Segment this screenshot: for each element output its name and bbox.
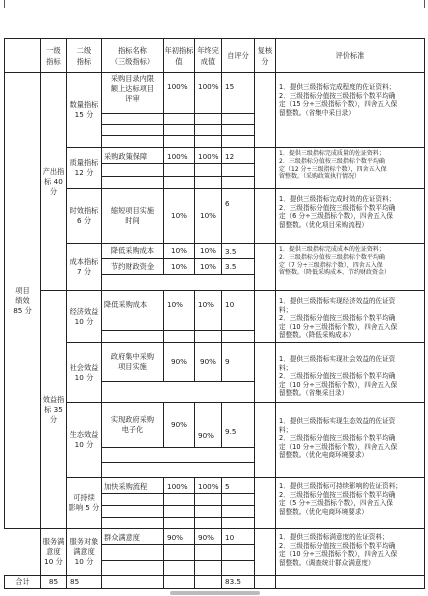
row5-criteria: 1．提供三级指标实现经济效益的佐证资 料； 2．三级指标分值按三级指标个数平均确 定（10 分÷三级指标个数），四舍五入保 留整数。（降低采购成本） <box>275 290 425 343</box>
row9-indicator-name: 群众满意度 <box>101 528 164 576</box>
total-level2: 85 <box>66 575 102 589</box>
row4b-self-score: 3.5 <box>221 258 255 275</box>
row6-actual: 90% <box>194 342 222 382</box>
row9-criteria: 1．提供三级指标满意度的佐证资料； 2．三级指标分值按三级指标个数平均确 定（10 分÷三级指标个数），四舍五入保 留整数。（调查统计群众满意度） <box>275 528 425 576</box>
row1-review-score <box>254 72 276 148</box>
corner-mark-left <box>4 0 5 8</box>
row1-actual: 100% <box>194 72 222 148</box>
row8-indicator-name: 加快采购流程 <box>101 477 164 529</box>
row6-initial: 90% <box>163 342 195 382</box>
row4a-indicator-name: 降低采购成本 <box>101 243 164 259</box>
row1-initial: 100% <box>163 72 195 148</box>
row5-review-score <box>254 290 276 343</box>
total-self-score: 83.5 <box>221 575 255 589</box>
row6-self-score: 9 <box>221 342 255 382</box>
header-blank <box>4 38 41 73</box>
row4b-actual: 10% <box>194 258 222 275</box>
header-criteria: 评价标准 <box>275 38 425 73</box>
row2-indicator-name: 采购政策保障 <box>101 147 164 189</box>
level1-output: 产出指 标 40 分 <box>40 72 67 291</box>
total-label: 合计 <box>4 575 41 589</box>
row4-blank <box>101 274 255 291</box>
row4b-initial: 10% <box>163 258 195 275</box>
row6-review-score <box>254 342 276 403</box>
total-blank-name <box>101 575 164 589</box>
row2-self-score: 12 <box>221 147 255 189</box>
row7-actual: 90% <box>194 402 222 448</box>
total-blank-criteria <box>275 575 425 589</box>
total-blank-init <box>163 575 195 589</box>
row4a-self-score: 3.5 <box>221 243 255 259</box>
level1-satisfaction: 服务满 意度 10 分 <box>40 528 67 576</box>
row8-criteria: 1．提供三级指标可持续影响的佐证资料； 2．三级指标分值按三级指标个数平均确 定（5 分÷三级指标个数），四舍五入保 留整数。（优化电商环境要求） <box>275 477 425 529</box>
row7-review-score <box>254 402 276 478</box>
level2-sustainable: 可持续 影响 5 分 <box>66 477 102 529</box>
row1-subline <box>101 113 255 114</box>
level2-quantity: 数量指标 15 分 <box>66 72 102 148</box>
row4b-indicator-name: 节约财政资金 <box>101 258 164 275</box>
row8-self-score: 5 <box>221 477 255 529</box>
row4-criteria: 1．提供三级指标完成成本的佐证资料； 2．三级指标分值按三级指标个数平均确 定（7 分÷三级指标个数），四舍五入保 留整数。（降低采购成本、节约财政资金） <box>275 243 425 291</box>
level2-quality: 质量指标 12 分 <box>66 147 102 189</box>
row3-indicator-name: 缩短项目实施 时间 <box>101 188 164 244</box>
header-initial-value: 年初指标 值 <box>163 38 195 73</box>
row1-criteria: 1．提供三级指标完成程度的佐证资料； 2．三级指标分值按三级指标个数平均确 定（15 分÷三级指标个数），四舍五入保 留整数。（省集中采目录） <box>275 72 425 148</box>
level2-economic: 经济效益 10 分 <box>66 290 102 343</box>
row8-review-score <box>254 477 276 529</box>
row7-initial: 90% <box>163 402 195 448</box>
row9-review-score <box>254 528 276 576</box>
corner-mark-right <box>424 0 425 8</box>
row2-criteria: 1．提供三级指标完成质量的佐证资料； 2．三级指标分值按三级指标个数平均确 定（12 分÷三级指标个数），四舍五入保 留整数。（采购政策执行情况） <box>275 147 425 189</box>
row9-subline <box>101 544 255 545</box>
row3-self-score: 6 <box>221 188 255 244</box>
header-level2: 二级 指标 <box>66 38 102 73</box>
row3-initial: 10% <box>163 188 195 244</box>
row2-actual: 100% <box>194 147 222 189</box>
row6-blank <box>101 381 255 403</box>
row2-subline <box>101 163 255 164</box>
row1-indicator-name: 采购目录内限 额上达标项目 评审 <box>101 72 164 148</box>
total-level1: 85 <box>40 575 67 589</box>
row5-initial: 10% <box>163 290 195 343</box>
row2-initial: 100% <box>163 147 195 189</box>
header-review-score: 复核 分 <box>254 38 276 73</box>
level2-social: 社会效益 10 分 <box>66 342 102 403</box>
header-actual-value: 年终完 成值 <box>194 38 222 73</box>
row1-subline <box>101 124 255 125</box>
row8-subline <box>101 517 255 518</box>
row1-subline <box>101 135 255 136</box>
level1-benefit: 效益指 标 35 分 <box>40 290 67 529</box>
row2-subline <box>101 176 255 177</box>
level2-service-satisfaction: 服务对象 满意度 10 分 <box>66 528 102 576</box>
row9-subline <box>101 560 255 561</box>
row8-initial: 100% <box>163 477 195 529</box>
row5-subline <box>101 330 255 331</box>
row5-self-score: 10 <box>221 290 255 343</box>
total-blank-actual <box>194 575 222 589</box>
row8-actual: 100% <box>194 477 222 529</box>
row7-self-score: 9.5 <box>221 402 255 448</box>
row9-actual: 90% <box>194 528 222 576</box>
row8-subline <box>101 493 255 494</box>
row3-actual: 10% <box>194 188 222 244</box>
row1-self-score: 15 <box>221 72 255 148</box>
row9-self-score: 10 <box>221 528 255 576</box>
level2-ecological: 生态效益 10 分 <box>66 402 102 478</box>
level2-cost: 成本指标 7 分 <box>66 243 102 291</box>
row6-indicator-name: 政府集中采购 项目实施 <box>101 342 164 382</box>
row2-review-score <box>254 147 276 189</box>
row8-subline <box>101 505 255 506</box>
row3-criteria: 1．提供三级指标完成时效的佐证资料； 2．三级指标分值按三级指标个数平均确 定（6 分÷三级指标个数），四舍五入保 留整数。（优化项目采购流程） <box>275 188 425 244</box>
row3-review-score <box>254 188 276 244</box>
row7-criteria: 1．提供三级指标实现生态效益的佐证资 料； 2．三级指标分值按三级指标个数平均确 定（10 分÷三级指标个数），四舍五入保 留整数。（优化电商环境要求） <box>275 402 425 478</box>
project-performance-cell: 项目 绩效 85 分 <box>4 72 41 529</box>
header-self-score: 自评分 <box>221 38 255 73</box>
level2-time: 时效指标 6 分 <box>66 188 102 244</box>
row7-indicator-name: 实现政府采购 电子化 <box>101 402 164 448</box>
row4a-actual: 10% <box>194 243 222 259</box>
row7-subline <box>101 462 255 463</box>
row5-actual: 10% <box>194 290 222 343</box>
horizontal-scrollbar[interactable] <box>170 591 260 595</box>
row5-indicator-name: 降低采购成本 <box>101 290 164 343</box>
header-level1: 一级 指标 <box>40 38 67 73</box>
total-blank-review <box>254 575 276 589</box>
row9-initial: 90% <box>163 528 195 576</box>
row4a-initial: 10% <box>163 243 195 259</box>
row6-criteria: 1．提供三级指标实现社会效益的佐证资 料； 2．三级指标分值按三级指标个数平均确 定（10 分÷三级指标个数），四舍五入保 留整数。（省集采目录） <box>275 342 425 403</box>
header-indicator-name: 指标名称 （三级指标） <box>101 38 164 73</box>
row4-review-score <box>254 243 276 291</box>
